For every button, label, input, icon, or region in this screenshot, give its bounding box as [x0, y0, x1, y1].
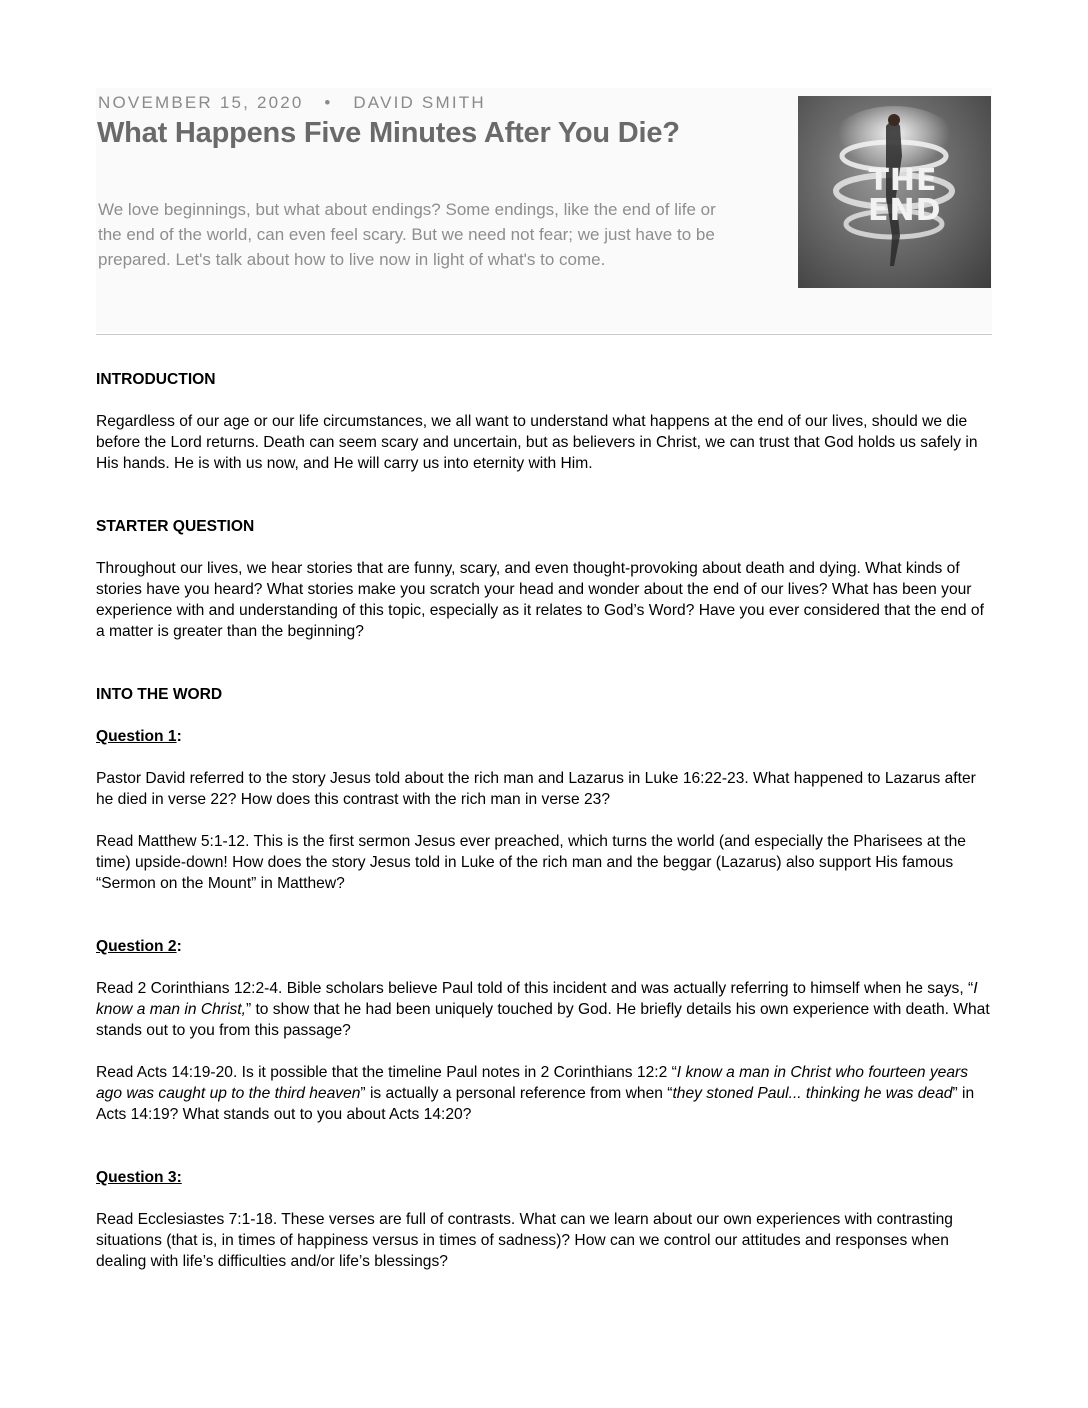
cover-title-line1: THE	[868, 163, 938, 198]
sermon-author: DAVID SMITH	[353, 93, 486, 112]
introduction-text: Regardless of our age or our life circumstances, we all want to understand what happens at the end of our lives, should we die before the Lord returns. Death can seem scary and uncertain, but as believers in Christ, we can trust that God holds us safely in His hands. He is with us now, and He will carry us into eternity with Him.	[96, 413, 978, 472]
series-cover-image	[798, 96, 991, 288]
sermon-title: What Happens Five Minutes After You Die?	[97, 117, 680, 149]
question-2-paragraph-1	[96, 978, 996, 1041]
q2-p2-quote-1: I know a man in Christ who fourteen years ago was caught up to the third heaven	[96, 1064, 968, 1102]
header-divider	[96, 334, 992, 335]
question-3-label: Question 3:	[96, 1169, 182, 1186]
study-guide-body	[96, 369, 996, 1272]
q2-p1-quote: I know a man in Christ,	[96, 980, 978, 1018]
introduction-heading: INTRODUCTION	[96, 371, 216, 388]
q2-p2-text-c: ” in Acts 14:19? What stands out to you about Acts 14:20?	[96, 1085, 975, 1123]
starter-question-text: Throughout our lives, we hear stories that are funny, scary, and even thought-provoking about death and dying. What kinds of stories have you heard? What stories make you scratch your head and wonder about the end of our lives? What has been your experience with and understanding of this topic, especially as it relates to God’s Word? Have you ever considered that the end of a matter is greater than the beginning?	[96, 560, 984, 640]
question-2-paragraph-2	[96, 1062, 996, 1125]
question-2-label: Question 2	[96, 938, 177, 955]
question-2-heading	[96, 936, 996, 957]
sermon-date: NOVEMBER 15, 2020	[98, 93, 304, 112]
question-3-paragraph-1: Read Ecclesiastes 7:1-18. These verses are full of contrasts. What can we learn about our own experiences with contrasting situations (that is, in times of happiness versus in times of sadness)? How can we control our attitudes and responses when dealing with life’s difficulties and/or life’s blessings?	[96, 1211, 953, 1270]
question-3-heading	[96, 1167, 996, 1188]
question-1-heading	[96, 726, 996, 747]
q2-p1-text-a: Read 2 Corinthians 12:2-4. Bible scholars believe Paul told of this incident and was actually referring to himself when he says, “	[96, 980, 974, 997]
q2-p2-text-b: ” is actually a personal reference from when “	[360, 1085, 673, 1102]
question-1-colon: :	[176, 728, 182, 745]
question-1-paragraph-1: Pastor David referred to the story Jesus told about the rich man and Lazarus in Luke 16:22-23. What happened to Lazarus after he died in verse 22? How does this contrast with the rich man in verse 23?	[96, 770, 976, 808]
cover-title	[868, 163, 942, 228]
question-1-label: Question 1	[96, 728, 177, 745]
cover-title-line2: END	[868, 193, 942, 228]
into-the-word-heading: INTO THE WORD	[96, 686, 223, 703]
q2-p2-quote-2: they stoned Paul... thinking he was dead	[672, 1085, 953, 1102]
question-2-colon: :	[176, 938, 182, 955]
meta-separator: •	[324, 93, 333, 112]
starter-question-heading: STARTER QUESTION	[96, 518, 255, 535]
sermon-summary: We love beginnings, but what about endings? Some endings, like the end of life or the end of the world, can even feel scary. But we need not fear; we just have to be prepared. Let's talk about how to live now in light of what's to come.	[98, 200, 716, 269]
q2-p2-text-a: Read Acts 14:19-20. Is it possible that the timeline Paul notes in 2 Corinthians 12:2 “	[96, 1064, 677, 1081]
sermon-meta	[98, 93, 486, 113]
q2-p1-text-b: ” to show that he had been uniquely touched by God. He briefly details his own experience with death. What stands out to you from this passage?	[96, 1001, 990, 1039]
question-1-paragraph-2: Read Matthew 5:1-12. This is the first sermon Jesus ever preached, which turns the world (and especially the Pharisees at the time) upside-down! How does the story Jesus told in Luke of the rich man and the beggar (Lazarus) also support His famous “Sermon on the Mount” in Matthew?	[96, 833, 966, 892]
